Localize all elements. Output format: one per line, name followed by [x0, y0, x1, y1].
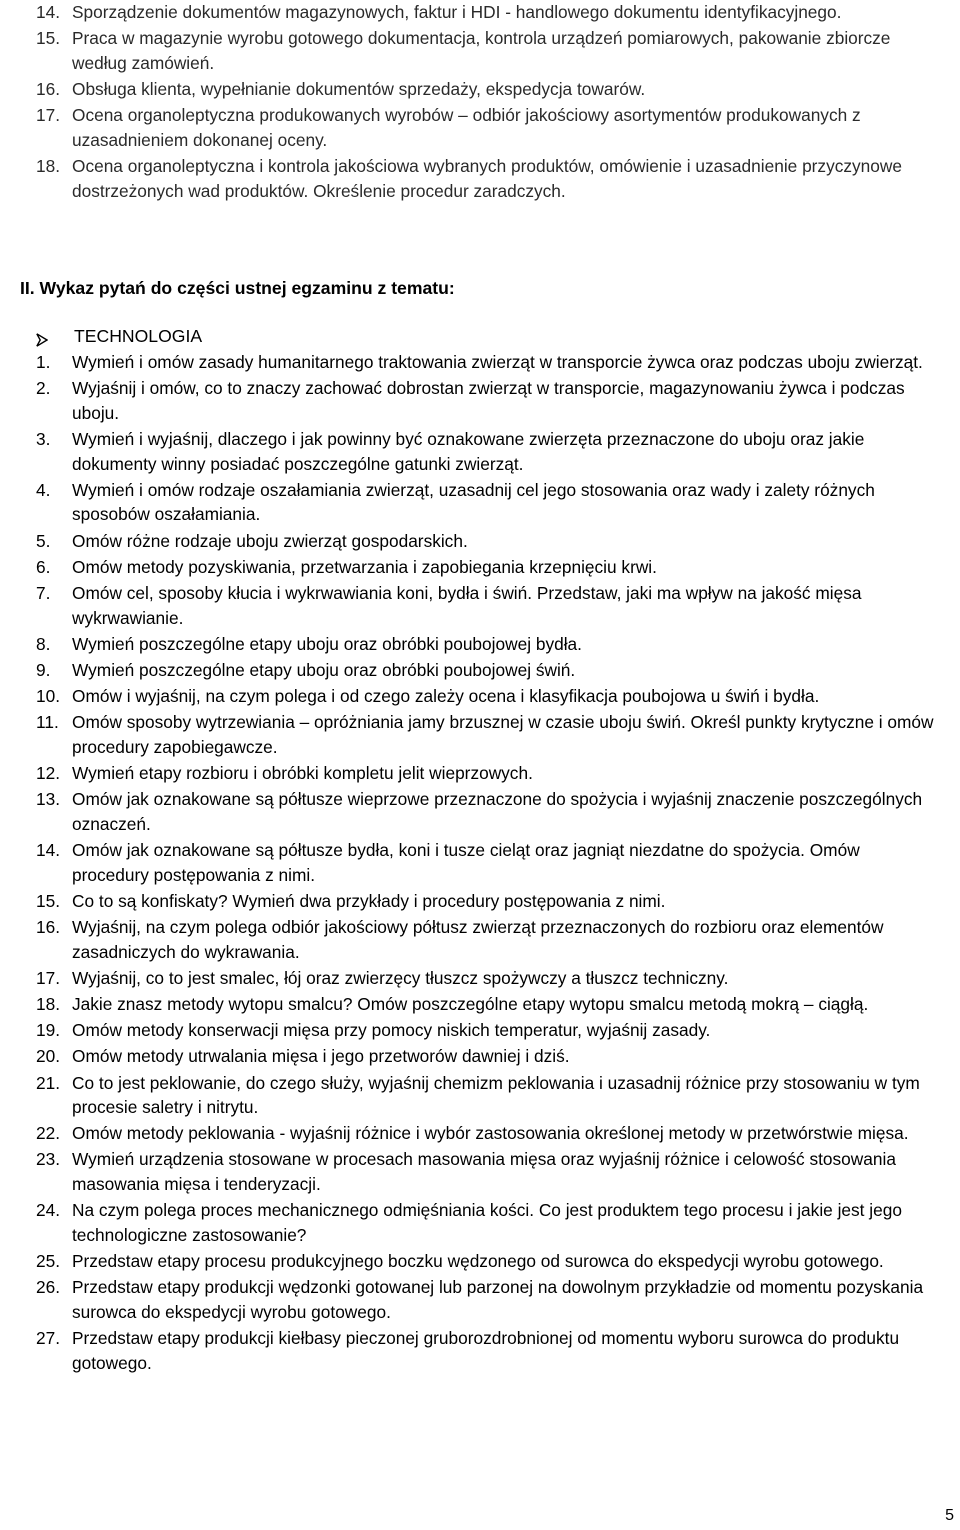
- item-number: 4.: [36, 479, 51, 500]
- question-item: [0, 581, 960, 630]
- item-number: 1.: [36, 352, 51, 372]
- question-item: [0, 838, 960, 887]
- question-item: [0, 1018, 960, 1043]
- question-item: [0, 710, 960, 759]
- item-number: 16.: [36, 916, 61, 937]
- item-number: 17.: [36, 967, 61, 988]
- item-text: Wyjaśnij, na czym polega odbiór jakościowy półtusz zwierząt przeznaczonych do rozbioru oraz elementów zasadniczych do wykrawania.: [72, 916, 884, 962]
- item-number: 14.: [36, 2, 61, 22]
- question-item: [0, 966, 960, 991]
- question-item: [0, 478, 960, 527]
- item-text: Wyjaśnij, co to jest smalec, łój oraz zwierzęcy tłuszcz spożywczy a tłuszcz techniczny.: [72, 967, 729, 988]
- item-number: 12.: [36, 763, 61, 784]
- item-text: Omów różne rodzaje uboju zwierząt gospodarskich.: [72, 530, 468, 551]
- item-text: Omów jak oznakowane są półtusze wieprzowe przeznaczone do spożycia i wyjaśnij znaczenie poszczególnych oznaczeń.: [72, 789, 923, 834]
- list-item: [0, 77, 960, 102]
- item-number: 20.: [36, 1046, 61, 1067]
- question-item: [0, 787, 960, 836]
- item-number: 5.: [36, 530, 51, 551]
- item-number: 7.: [36, 582, 51, 603]
- list-item: [0, 0, 960, 25]
- item-text: Wymień i omów zasady humanitarnego traktowania zwierząt w transporcie żywca oraz podczas uboju zwierząt.: [72, 352, 923, 372]
- item-number: 2.: [36, 378, 51, 399]
- item-number: 22.: [36, 1123, 61, 1144]
- subheading-label: TECHNOLOGIA: [74, 326, 203, 346]
- question-item: [0, 1326, 960, 1375]
- question-item: [0, 1198, 960, 1247]
- item-number: 19.: [36, 1020, 61, 1041]
- item-text: Przedstaw etapy produkcji wędzonki gotowanej lub parzonej na dowolnym przykładzie od momentu pozyskania surowca do ekspedycji wyrobu gotowego.: [72, 1277, 924, 1322]
- item-text: Wyjaśnij i omów, co to znaczy zachować dobrostan zwierząt w transporcie, magazynowaniu żywca i podczas uboju.: [72, 378, 905, 423]
- item-text: Ocena organoleptyczna produkowanych wyrobów – odbiór jakościowy asortymentów produkowanych z uzasadnieniem dokonanej oceny.: [72, 105, 861, 150]
- question-item: [0, 529, 960, 554]
- question-item: [0, 1044, 960, 1069]
- question-item: [0, 684, 960, 709]
- item-text: Wymień i wyjaśnij, dlaczego i jak powinny być oznakowane zwierzęta przeznaczone do uboju oraz jakie dokumenty winny posiadać poszczególne gatunki zwierząt.: [72, 428, 865, 474]
- item-number: 27.: [36, 1328, 61, 1348]
- questions-list: [0, 350, 960, 1375]
- item-text: Na czym polega proces mechanicznego odmięśniania kości. Co jest produktem tego procesu i jakie jest jego technologiczne zastosowanie?: [72, 1200, 902, 1245]
- question-item: [0, 889, 960, 914]
- item-number: 18.: [36, 993, 61, 1014]
- list-item: [0, 154, 960, 203]
- item-text: Wymień poszczególne etapy uboju oraz obróbki poubojowej świń.: [72, 659, 576, 680]
- question-item: [0, 350, 960, 375]
- item-text: Wymień urządzenia stosowane w procesach masowania mięsa oraz wyjaśnij różnice i celowość stosowania masowania mięsa i tenderyzacji.: [72, 1149, 896, 1195]
- question-item: [0, 1275, 960, 1324]
- item-text: Praca w magazynie wyrobu gotowego dokumentacja, kontrola urządzeń pomiarowych, pakowanie zbiorcze według zamówień.: [72, 28, 891, 73]
- item-text: Sporządzenie dokumentów magazynowych, faktur i HDI - handlowego dokumentu identyfikacyjnego.: [72, 2, 842, 22]
- item-number: 17.: [36, 105, 61, 126]
- item-number: 15.: [36, 28, 61, 49]
- item-text: Wymień etapy rozbioru i obróbki kompletu jelit wieprzowych.: [72, 763, 533, 784]
- item-text: Omów sposoby wytrzewiania – opróżniania jamy brzusznej w czasie uboju świń. Określ punkty krytyczne i omów procedury zapobiegawcze.: [72, 712, 934, 757]
- page-number: 5: [945, 1507, 954, 1524]
- top-list: [0, 0, 960, 203]
- item-text: Omów metody peklowania - wyjaśnij różnice i wybór zastosowania określonej metody w przetwórstwie mięsa.: [72, 1123, 909, 1144]
- item-number: 16.: [36, 78, 61, 99]
- item-number: 21.: [36, 1072, 61, 1093]
- item-text: Omów metody pozyskiwania, przetwarzania i zapobiegania krzepnięciu krwi.: [72, 556, 657, 577]
- question-item: [0, 992, 960, 1017]
- question-item: [0, 376, 960, 425]
- question-item: [0, 658, 960, 683]
- item-number: 14.: [36, 840, 61, 860]
- question-item: [0, 555, 960, 580]
- item-number: 25.: [36, 1251, 61, 1272]
- item-text: Jakie znasz metody wytopu smalcu? Omów poszczególne etapy wytopu smalcu metodą mokrą – ciągłą.: [72, 993, 869, 1014]
- item-number: 18.: [36, 155, 61, 176]
- item-text: Omów jak oznakowane są półtusze bydła, koni i tusze cieląt oraz jagniąt niezdatne do spożycia. Omów procedury postępowania z nimi.: [72, 840, 860, 885]
- item-number: 8.: [36, 633, 51, 654]
- item-text: Wymień i omów rodzaje oszałamiania zwierząt, uzasadnij cel jego stosowania oraz wady i zalety różnych sposobów oszałamiania.: [72, 479, 875, 525]
- question-item: [0, 427, 960, 476]
- question-item: [0, 915, 960, 964]
- item-text: Co to są konfiskaty? Wymień dwa przykłady i procedury postępowania z nimi.: [72, 890, 666, 911]
- item-text: Wymień poszczególne etapy uboju oraz obróbki poubojowej bydła.: [72, 633, 582, 654]
- item-number: 23.: [36, 1149, 61, 1170]
- item-text: Omów cel, sposoby kłucia i wykrwawiania koni, bydła i świń. Przedstaw, jaki ma wpływ na jakość mięsa wykrwawianie.: [72, 582, 862, 628]
- question-item: [0, 1121, 960, 1146]
- question-item: [0, 1071, 960, 1120]
- item-number: 9.: [36, 659, 51, 680]
- question-item: [0, 761, 960, 786]
- item-text: Omów metody konserwacji mięsa przy pomocy niskich temperatur, wyjaśnij zasady.: [72, 1020, 711, 1041]
- arrowhead-bullet-icon: [36, 329, 48, 343]
- item-number: 13.: [36, 789, 61, 810]
- item-number: 15.: [36, 890, 61, 911]
- item-text: Co to jest peklowanie, do czego służy, wyjaśnij chemizm peklowania i uzasadnij różnice przy stosowaniu w tym procesie saletry i nitrytu.: [72, 1072, 920, 1118]
- item-text: Przedstaw etapy procesu produkcyjnego boczku wędzonego od surowca do ekspedycji wyrobu gotowego.: [72, 1251, 884, 1272]
- item-number: 10.: [36, 686, 61, 707]
- item-number: 26.: [36, 1277, 61, 1298]
- item-number: 6.: [36, 556, 51, 577]
- list-item: [0, 103, 960, 152]
- question-item: [0, 1147, 960, 1196]
- section-heading: II. Wykaz pytań do części ustnej egzaminu z tematu:: [20, 278, 455, 298]
- list-item: [0, 26, 960, 75]
- item-text: Ocena organoleptyczna i kontrola jakościowa wybranych produktów, omówienie i uzasadnienie przyczynowe dostrzeżonych wad produktów. Określenie procedur zaradczych.: [72, 155, 902, 201]
- item-text: Przedstaw etapy produkcji kiełbasy pieczonej gruborozdrobnionej od momentu wyboru surowca do produktu gotowego.: [72, 1328, 900, 1373]
- question-item: [0, 1249, 960, 1274]
- questions-list-container: [0, 350, 960, 1377]
- item-text: Obsługa klienta, wypełnianie dokumentów sprzedaży, ekspedycja towarów.: [72, 78, 646, 99]
- item-text: Omów metody utrwalania mięsa i jego przetworów dawniej i dziś.: [72, 1046, 570, 1067]
- question-item: [0, 632, 960, 657]
- item-number: 11.: [36, 712, 59, 733]
- task-list-continued: [0, 0, 960, 205]
- item-text: Omów i wyjaśnij, na czym polega i od czego zależy ocena i klasyfikacja poubojowa u świń i bydła.: [72, 686, 820, 707]
- technology-subheading: [36, 324, 202, 348]
- item-number: 24.: [36, 1200, 61, 1221]
- item-number: 3.: [36, 428, 51, 449]
